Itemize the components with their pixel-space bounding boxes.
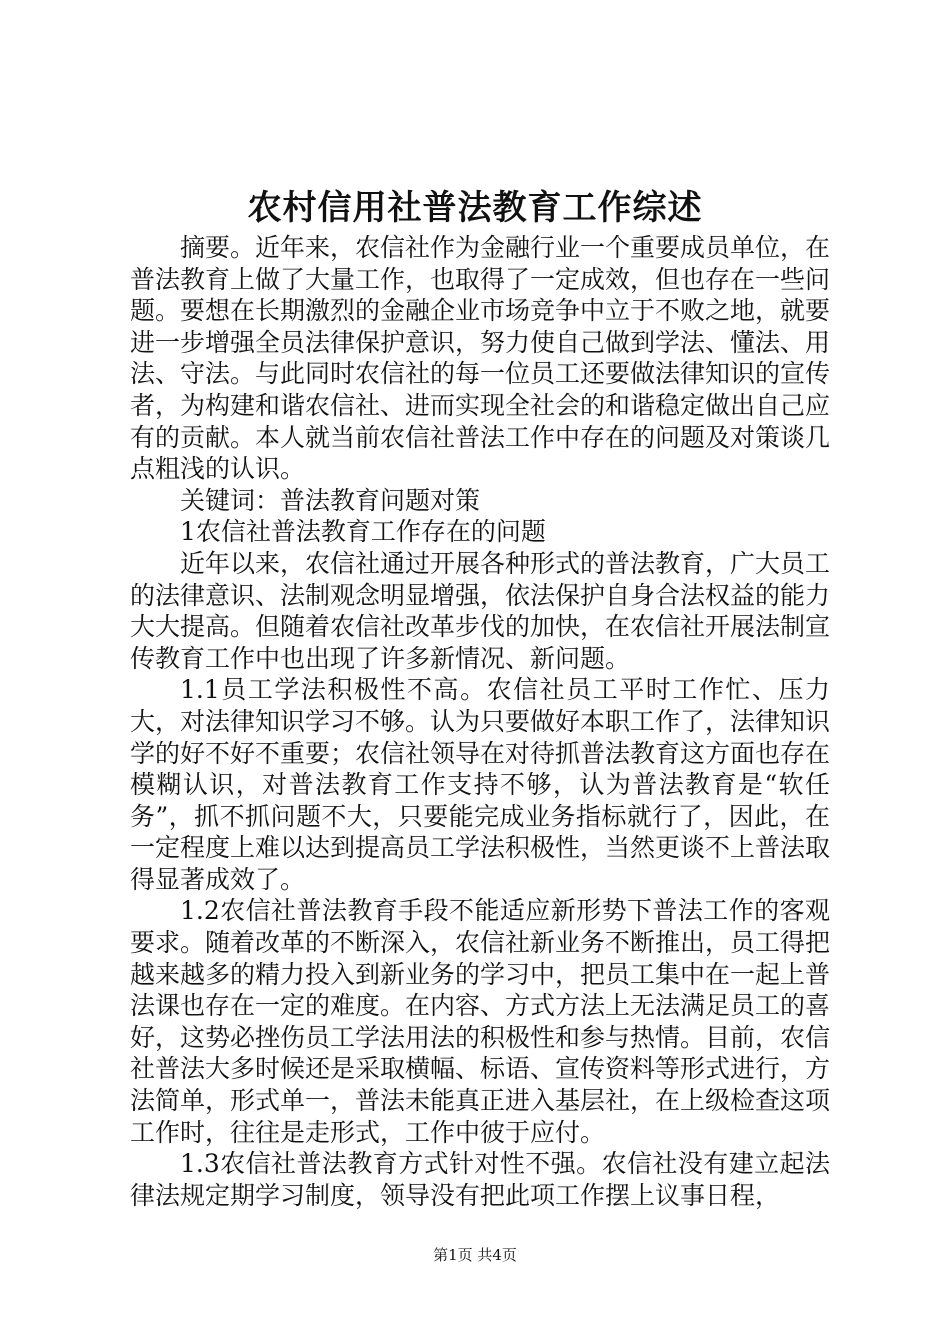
- body-paragraph: 1.1员工学法积极性不高。农信社员工平时工作忙、压力大，对法律知识学习不够。认为只要做好本职工作了，法律知识学的好不好不重要；农信社领导在对待抓普法教育这方面也存在模糊认识，对普法教育工作支持不够，认为普法教育是“软任务”，抓不抓问题不大，只要能完成业务指标就行了，因此，在一定程度上难以达到提高员工学法积极性，当然更谈不上普法取得显著成效了。: [130, 675, 831, 894]
- body-paragraph: 1.2农信社普法教育手段不能适应新形势下普法工作的客观要求。随着改革的不断深入，农信社新业务不断推出，员工得把越来越多的精力投入到新业务的学习中，把员工集中在一起上普法课也存在一定的难度。在内容、方式方法上无法满足员工的喜好，这势必挫伤员工学法用法的积极性和参与热情。目前，农信社普法大多时候还是采取横幅、标语、宣传资料等形式进行，方法简单，形式单一，普法未能真正进入基层社，在上级检查这项工作时，往往是走形式，工作中彼于应付。: [130, 896, 831, 1147]
- section-heading: 1农信社普法教育工作存在的问题: [180, 517, 546, 547]
- document-title: 农村信用社普法教育工作综述: [247, 188, 703, 228]
- keywords-paragraph: 关键词：普法教育问题对策: [180, 485, 481, 515]
- page-footer: 第1页 共4页: [433, 1246, 517, 1264]
- document-body: [130, 232, 830, 1211]
- body-paragraph: 近年以来，农信社通过开展各种形式的普法教育，广大员工的法律意识、法制观念明显增强，依法保护自身合法权益的能力大大提高。但随着农信社改革步伐的加快，在农信社开展法制宣传教育工作中也出现了许多新情况、新问题。: [130, 548, 831, 673]
- abstract-paragraph: 摘要。近年来，农信社作为金融行业一个重要成员单位，在普法教育上做了大量工作，也取得了一定成效，但也存在一些问题。要想在长期激烈的金融企业市场竞争中立于不败之地，就要进一步增强全员法律保护意识，努力使自己做到学法、懂法、用法、守法。与此同时农信社的每一位员工还要做法律知识的宣传者，为构建和谐农信社、进而实现全社会的和谐稳定做出自己应有的贡献。本人就当前农信社普法工作中存在的问题及对策谈几点粗浅的认识。: [130, 233, 831, 484]
- body-paragraph: 1.3农信社普法教育方式针对性不强。农信社没有建立起法律法规定期学习制度，领导没有把此项工作摆上议事日程，: [130, 1149, 830, 1210]
